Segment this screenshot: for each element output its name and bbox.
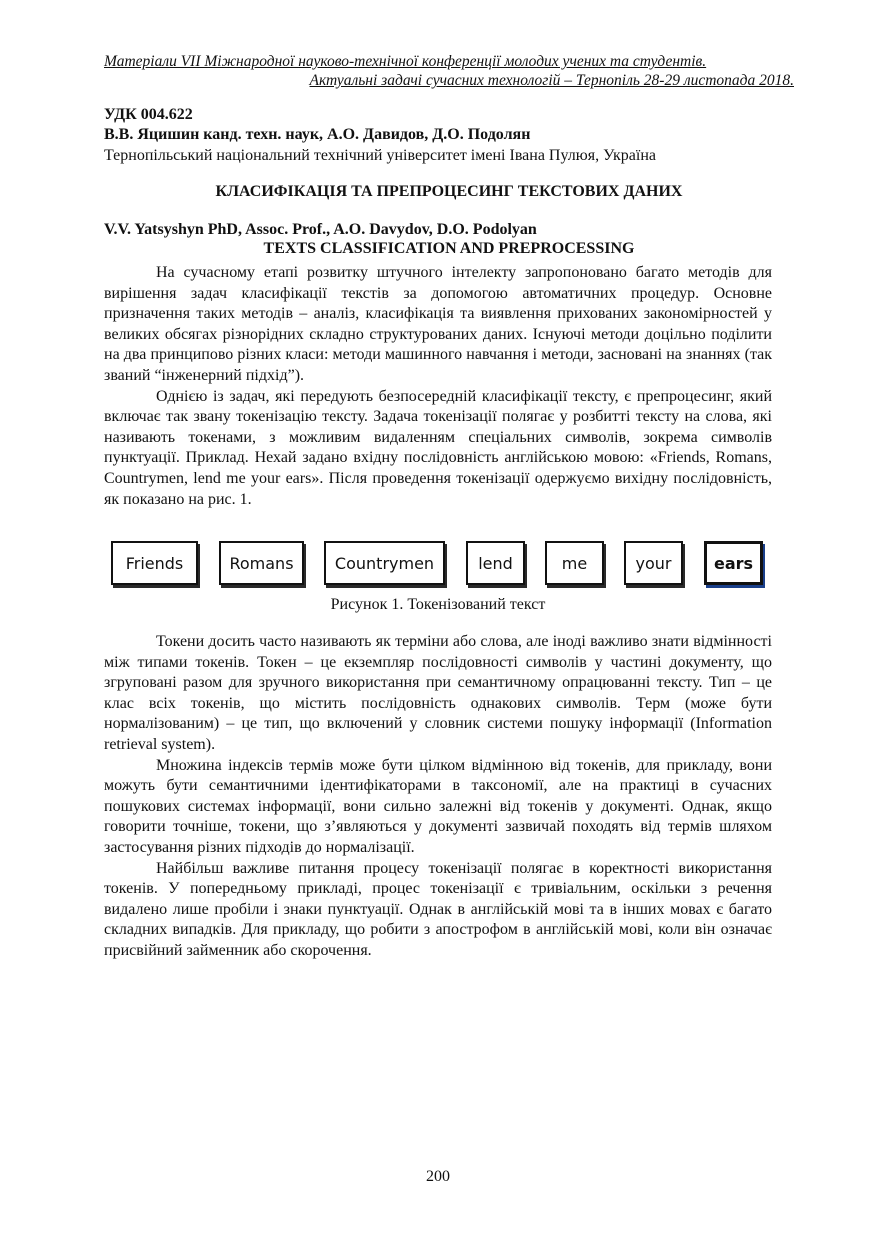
header-line-2: Актуальні задачі сучасних технологій – Тернопіль 28-29 листопада 2018. [309, 72, 794, 89]
authors-english: V.V. Yatsyshyn PhD, Assoc. Prof., A.O. Davydov, D.O. Podolyan [104, 221, 537, 238]
paragraph: Множина індексів термів може бути цілком відмінною від токенів, для прикладу, вони можуть бути семантичними ідентифікаторами в таксономії, але на практиці в сучасних пошукових системах інформації, вони сильно залежні від токенів у документі. Однак, якщо говорити точніше, токени, що з’являються у документі зазвичай походять від термів шляхом застосування різних підходів до нормалізації. [104, 756, 772, 856]
token-box: ears [704, 541, 763, 585]
token-box: Romans [219, 541, 304, 585]
paragraph: Найбільш важливе питання процесу токенізації полягає в коректності використання токенів. У попередньому прикладі, процес токенізації є тривіальним, оскільки з речення видалено лише пробіли і знаки пунктуації. Однак в англійській мові та в інших мовах є багато складних випадків. Для прикладу, що робити з апострофом в англійській мові, коли він означає присвійний займенник або скорочення. [104, 859, 772, 959]
header-line-1: Матеріали VII Міжнародної науково-технічної конференції молодих учених та студентів. [104, 53, 707, 70]
token-box: me [545, 541, 604, 585]
paragraph: Однією із задач, які передують безпосередній класифікації тексту, є препроцесинг, який включає так звану токенізацію тексту. Задача токенізації полягає у розбитті тексту на слова, які називають токенами, з можливим видаленням спеціальних символів, зокрема символів пунктуації. Приклад. Нехай задано вхідну послідовність англійською мовою: «Friends, Romans, Countrymen, lend me your ears». Після проведення токенізації одержуємо вихідну послідовність, як показано на рис. 1. [104, 387, 772, 508]
body-section-1 [104, 263, 772, 510]
authors-ukrainian: В.В. Яцишин канд. техн. наук, А.О. Давидов, Д.О. Подолян [104, 126, 531, 143]
body-section-2 [104, 632, 772, 962]
paragraph: На сучасному етапі розвитку штучного інтелекту запропоновано багато методів для вирішення задач класифікації текстів за допомогою автоматичних процедур. Основне призначення таких методів – аналіз, класифікація та виявлення прихованих закономірностей у великих обсягах різнорідних складно структурованих даних. Існуючі методи доцільно поділити на два принципово різних класи: методи машинного навчання і методи, засновані на знаннях (так званий “інженерний підхід”). [104, 264, 772, 384]
tokenized-text-figure [111, 541, 766, 592]
token-box: Countrymen [324, 541, 445, 585]
token-box: Friends [111, 541, 198, 585]
page-number: 200 [426, 1168, 450, 1185]
udk-code: УДК 004.622 [104, 106, 193, 123]
token-box: lend [466, 541, 525, 585]
title-english: TEXTS CLASSIFICATION AND PREPROCESSING [263, 240, 635, 257]
token-box: your [624, 541, 683, 585]
paragraph: Токени досить часто називають як терміни або слова, але іноді важливо знати відмінності між типами токенів. Токен – це екземпляр послідовності символів у частині документу, що згруповані разом для зручного використання при семантичному опрацюванні тексту. Тип – це клас всіх токенів, що містить послідовність однакових символів. Терм (може бути нормалізованим) – це тип, що включений у словник системи пошуку інформації (Information retrieval system). [104, 633, 772, 753]
conference-header [104, 52, 794, 90]
title-ukrainian: КЛАСИФІКАЦІЯ ТА ПРЕПРОЦЕСИНГ ТЕКСТОВИХ ДАНИХ [215, 183, 683, 200]
figure-caption: Рисунок 1. Токенізований текст [330, 596, 546, 613]
affiliation: Тернопільський національний технічний університет імені Івана Пулюя, Україна [104, 147, 656, 164]
